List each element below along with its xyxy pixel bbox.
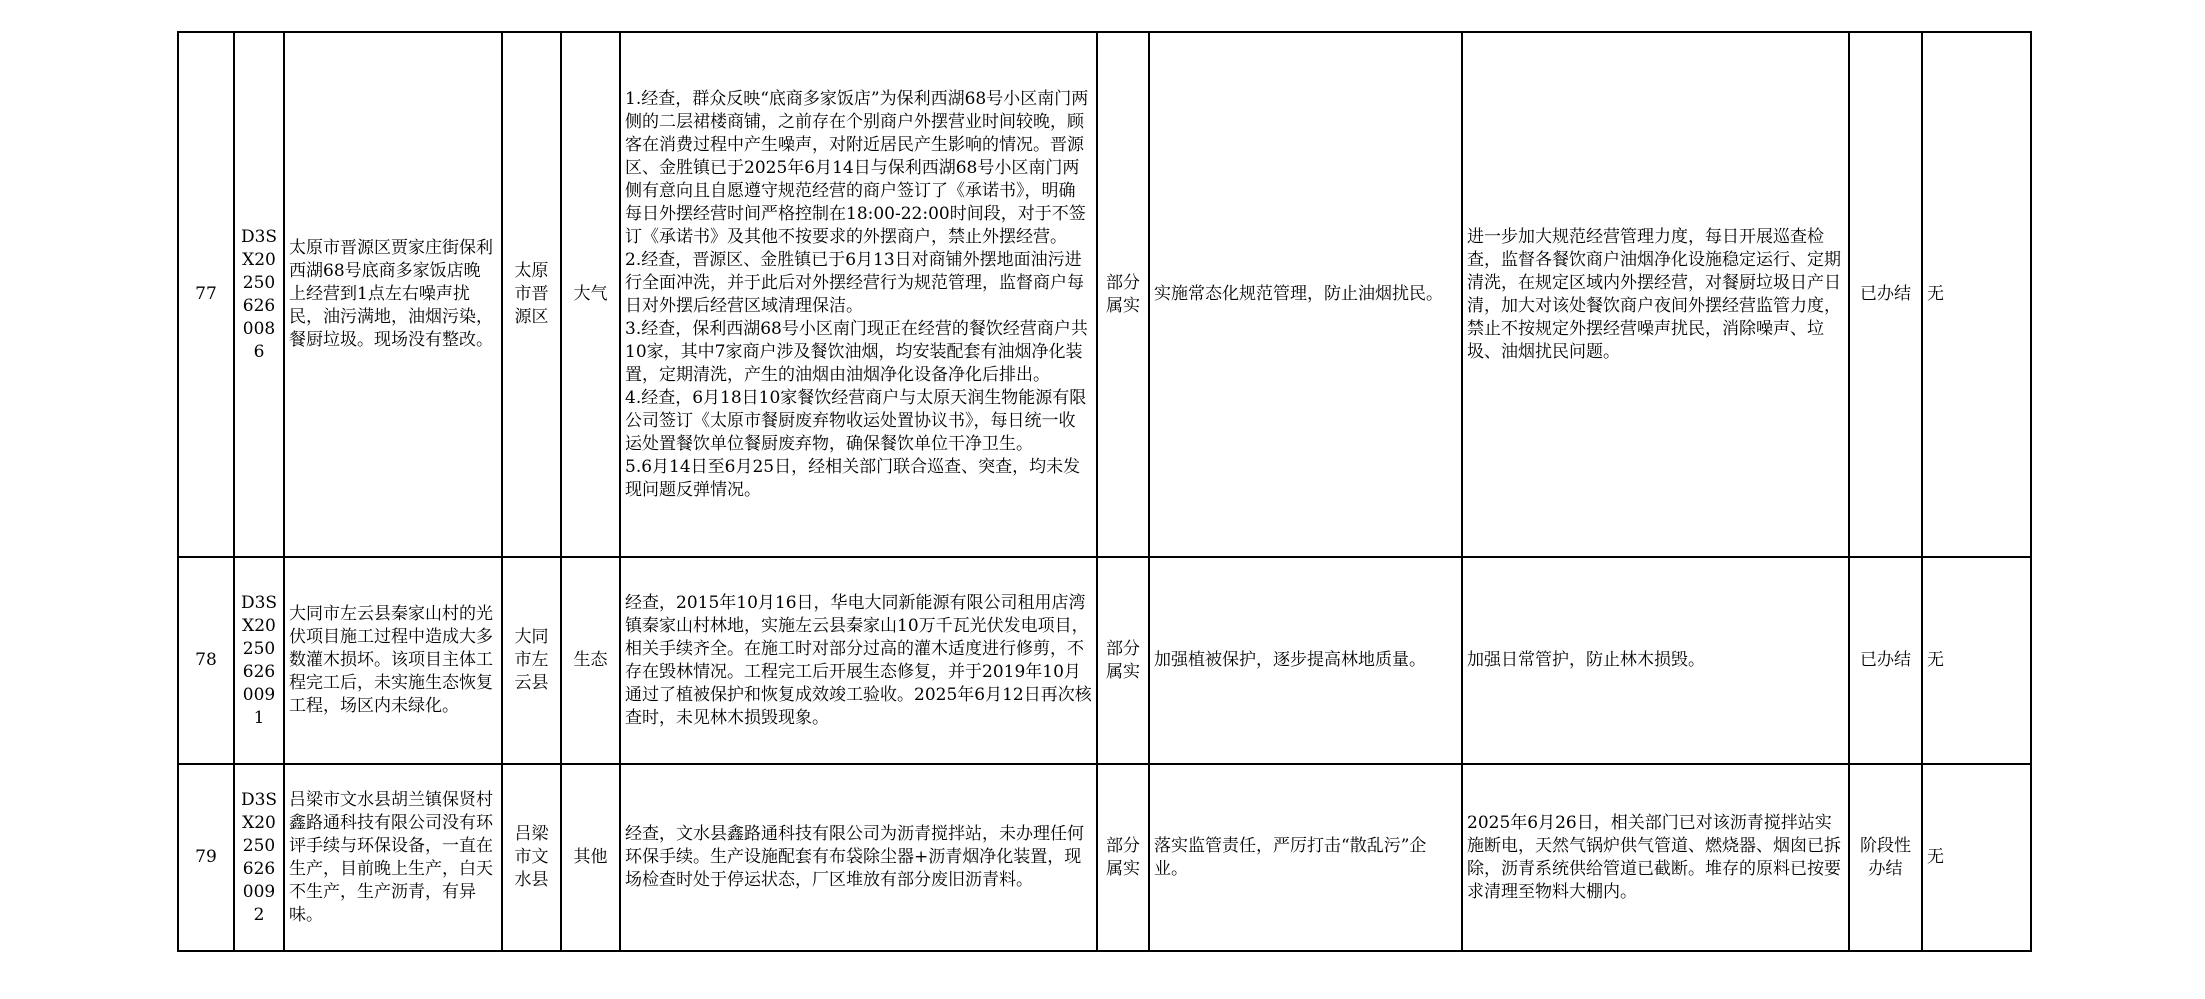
administrative-area: 吕梁市文水县 [502, 764, 561, 951]
complaint-content: 太原市晋源区贾家庄街保利西湖68号底商多家饭店晚上经营到1点左右噪声扰民，油污满地，油烟污染，餐厨垃圾。现场没有整改。 [284, 32, 502, 557]
verdict: 部分属实 [1097, 764, 1149, 951]
verdict: 部分属实 [1097, 557, 1149, 764]
result-item: 1.经查，群众反映“底商多家饭店”为保利西湖68号小区南门两侧的二层裙楼商铺，之前存在个别商户外摆营业时间较晚，顾客在消费过程中产生噪声，对附近居民产生影响的情况。晋源区、金胜镇已于2025年6月14日与保利西湖68号小区南门两侧有意向且自愿遵守规范经营的商户签订了《承诺书》，明确每日外摆经营时间严格控制在18:00-22:00时间段，对于不签订《承诺书》及其他不按要求的外摆商户，禁止外摆经营。 [625, 88, 1089, 247]
investigation-result [620, 764, 1097, 951]
note: 无 [1922, 32, 2031, 557]
administrative-area: 太原市晋源区 [502, 32, 561, 557]
result-item: 3.经查，保利西湖68号小区南门现正在经营的餐饮经营商户共10家，其中7家商户涉及餐饮油烟，均安装配套有油烟净化装置，定期清洗，产生的油烟由油烟净化设备净化后排出。 [625, 318, 1088, 385]
pollution-type: 生态 [561, 557, 620, 764]
table-row [178, 557, 2031, 764]
pollution-type: 大气 [561, 32, 620, 557]
pollution-type: 其他 [561, 764, 620, 951]
complaint-table [177, 31, 2032, 952]
row-number: 77 [178, 32, 234, 557]
result-item: 经查，2015年10月16日，华电大同新能源有限公司租用店湾镇秦家山村林地，实施左云县秦家山10万千瓦光伏发电项目，相关手续齐全。在施工时对部分过高的灌木适度进行修剪，不存在毁林情况。工程完工后开展生态修复，并于2019年10月通过了植被保护和恢复成效竣工验收。2025年6月12日再次核查时，未见林木损毁现象。 [625, 592, 1092, 728]
case-code: D3SX202506260092 [234, 764, 284, 951]
case-status: 阶段性办结 [1849, 764, 1922, 951]
result-item: 5.6月14日至6月25日，经相关部门联合巡查、突查，均未发现问题反弹情况。 [625, 456, 1081, 500]
rectification-measure: 加强日常管护，防止林木损毁。 [1462, 557, 1849, 764]
handling-measure: 实施常态化规范管理，防止油烟扰民。 [1149, 32, 1462, 557]
complaint-content: 吕梁市文水县胡兰镇保贤村鑫路通科技有限公司没有环评手续与环保设备，一直在生产，目前晚上生产，白天不生产，生产沥青，有异味。 [284, 764, 502, 951]
row-number: 79 [178, 764, 234, 951]
case-code: D3SX202506260091 [234, 557, 284, 764]
verdict: 部分属实 [1097, 32, 1149, 557]
investigation-result [620, 32, 1097, 557]
case-code: D3SX202506260086 [234, 32, 284, 557]
result-item: 2.经查，晋源区、金胜镇已于6月13日对商铺外摆地面油污进行全面冲洗，并于此后对外摆经营行为规范管理，监督商户每日对外摆后经营区域清理保洁。 [625, 249, 1084, 316]
table-row [178, 764, 2031, 951]
complaint-content: 大同市左云县秦家山村的光伏项目施工过程中造成大多数灌木损坏。该项目主体工程完工后，未实施生态恢复工程，场区内未绿化。 [284, 557, 502, 764]
rectification-measure: 进一步加大规范经营管理力度，每日开展巡查检查，监督各餐饮商户油烟净化设施稳定运行、定期清洗，在规定区域内外摆经营，对餐厨垃圾日产日清，加大对该处餐饮商户夜间外摆经营监管力度，禁止不按规定外摆经营噪声扰民，消除噪声、垃圾、油烟扰民问题。 [1462, 32, 1849, 557]
case-status: 已办结 [1849, 32, 1922, 557]
note: 无 [1922, 764, 2031, 951]
administrative-area: 大同市左云县 [502, 557, 561, 764]
investigation-result [620, 557, 1097, 764]
handling-measure: 落实监管责任，严厉打击“散乱污”企业。 [1149, 764, 1462, 951]
case-status: 已办结 [1849, 557, 1922, 764]
rectification-measure: 2025年6月26日，相关部门已对该沥青搅拌站实施断电，天然气锅炉供气管道、燃烧器、烟囱已拆除，沥青系统供给管道已截断。堆存的原料已按要求清理至物料大棚内。 [1462, 764, 1849, 951]
result-item: 4.经查，6月18日10家餐饮经营商户与太原天润生物能源有限公司签订《太原市餐厨废弃物收运处置协议书》，每日统一收运处置餐饮单位餐厨废弃物，确保餐饮单位干净卫生。 [625, 387, 1087, 454]
note: 无 [1922, 557, 2031, 764]
result-item: 经查，文水县鑫路通科技有限公司为沥青搅拌站，未办理任何环保手续。生产设施配套有布袋除尘器+沥青烟净化装置，现场检查时处于停运状态，厂区堆放有部分废旧沥青料。 [625, 824, 1084, 890]
handling-measure: 加强植被保护，逐步提高林地质量。 [1149, 557, 1462, 764]
table-row [178, 32, 2031, 557]
row-number: 78 [178, 557, 234, 764]
